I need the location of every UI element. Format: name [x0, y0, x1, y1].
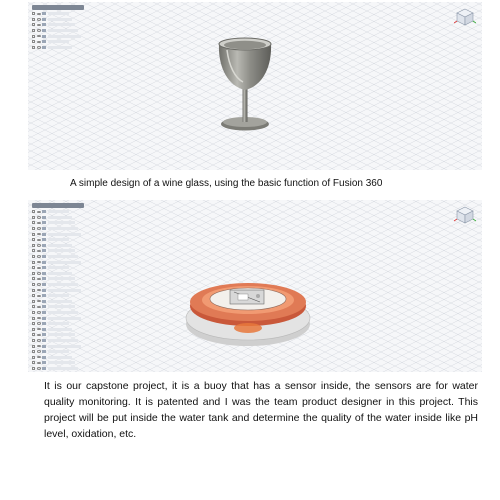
browser-tree-label — [48, 261, 81, 264]
visibility-icon[interactable] — [37, 322, 41, 324]
expand-toggle-icon[interactable] — [32, 210, 35, 213]
visibility-icon[interactable] — [37, 24, 41, 26]
browser-tree-label — [48, 294, 69, 297]
visibility-icon[interactable] — [37, 289, 41, 291]
browser-title — [32, 5, 84, 10]
visibility-icon[interactable] — [37, 261, 41, 263]
visibility-icon[interactable] — [37, 311, 41, 313]
viewcube-icon[interactable] — [454, 6, 476, 28]
wine-glass-model[interactable] — [205, 36, 285, 136]
component-icon — [42, 261, 46, 264]
buoy-model[interactable] — [178, 266, 318, 356]
expand-toggle-icon[interactable] — [32, 333, 35, 336]
caption-buoy: It is our capstone project, it is a buoy that has a sensor inside, the sensors are for water quality monitoring. It is patented and I was the team product designer in this project. This project will be put inside the water tank and determine the quality of the water inside like pH level, oxidation, etc. — [44, 380, 478, 440]
caption-wine-glass: A simple design of a wine glass, using the basic function of Fusion 360 — [70, 178, 383, 189]
component-icon — [42, 333, 46, 336]
browser-tree-row[interactable] — [32, 366, 84, 372]
browser-tree-label — [48, 333, 75, 336]
expand-toggle-icon[interactable] — [32, 277, 35, 280]
expand-toggle-icon[interactable] — [32, 311, 35, 314]
visibility-icon[interactable] — [37, 13, 41, 15]
expand-toggle-icon[interactable] — [32, 294, 35, 297]
browser-tree-label — [48, 283, 78, 286]
component-icon — [42, 356, 46, 359]
browser-tree-label — [48, 221, 75, 224]
component-icon — [42, 317, 46, 320]
expand-toggle-icon[interactable] — [32, 356, 35, 359]
visibility-icon[interactable] — [37, 334, 41, 336]
browser-tree-label — [48, 305, 75, 308]
expand-toggle-icon[interactable] — [32, 23, 35, 26]
browser-tree-label — [48, 311, 78, 314]
component-icon — [42, 40, 46, 43]
expand-toggle-icon[interactable] — [32, 361, 35, 364]
expand-toggle-icon[interactable] — [32, 12, 35, 15]
expand-toggle-icon[interactable] — [32, 261, 35, 264]
browser-tree-label — [48, 40, 69, 43]
component-icon — [42, 345, 46, 348]
browser-tree-row[interactable] — [32, 45, 84, 51]
viewport-buoy[interactable] — [28, 200, 482, 372]
expand-toggle-icon[interactable] — [32, 244, 35, 247]
expand-toggle-icon[interactable] — [32, 29, 35, 32]
browser-tree-label — [48, 244, 72, 247]
visibility-icon[interactable] — [37, 41, 41, 43]
expand-toggle-icon[interactable] — [32, 266, 35, 269]
expand-toggle-icon[interactable] — [32, 283, 35, 286]
visibility-icon[interactable] — [37, 295, 41, 297]
browser-tree-label — [48, 272, 72, 275]
visibility-icon[interactable] — [37, 244, 41, 246]
component-icon — [42, 277, 46, 280]
expand-toggle-icon[interactable] — [32, 322, 35, 325]
component-icon — [42, 29, 46, 32]
browser-tree-label — [48, 328, 72, 331]
visibility-icon[interactable] — [37, 300, 41, 302]
expand-toggle-icon[interactable] — [32, 328, 35, 331]
browser-title — [32, 203, 84, 208]
visibility-icon[interactable] — [37, 216, 41, 218]
expand-toggle-icon[interactable] — [32, 289, 35, 292]
expand-toggle-icon[interactable] — [32, 305, 35, 308]
browser-tree-label — [48, 339, 78, 342]
visibility-icon[interactable] — [37, 250, 41, 252]
browser-tree-label — [48, 35, 81, 38]
visibility-icon[interactable] — [37, 317, 41, 319]
component-icon — [42, 294, 46, 297]
component-icon — [42, 23, 46, 26]
component-icon — [42, 238, 46, 241]
visibility-icon[interactable] — [37, 339, 41, 341]
browser-tree-label — [48, 18, 72, 21]
visibility-icon[interactable] — [37, 227, 41, 229]
expand-toggle-icon[interactable] — [32, 216, 35, 219]
expand-toggle-icon[interactable] — [32, 35, 35, 38]
expand-toggle-icon[interactable] — [32, 350, 35, 353]
visibility-icon[interactable] — [37, 29, 41, 31]
expand-toggle-icon[interactable] — [32, 317, 35, 320]
component-icon — [42, 227, 46, 230]
visibility-icon[interactable] — [37, 233, 41, 235]
component-icon — [42, 233, 46, 236]
browser-tree-label — [48, 29, 78, 32]
expand-toggle-icon[interactable] — [32, 221, 35, 224]
component-icon — [42, 305, 46, 308]
visibility-icon[interactable] — [37, 46, 41, 48]
visibility-icon[interactable] — [37, 18, 41, 20]
visibility-icon[interactable] — [37, 306, 41, 308]
viewcube-icon[interactable] — [454, 204, 476, 226]
browser-tree-label — [48, 356, 72, 359]
component-icon — [42, 12, 46, 15]
component-icon — [42, 216, 46, 219]
browser-tree-label — [48, 216, 72, 219]
component-icon — [42, 361, 46, 364]
visibility-icon[interactable] — [37, 222, 41, 224]
browser-tree-label — [48, 289, 81, 292]
component-icon — [42, 210, 46, 213]
browser-tree-label — [48, 227, 78, 230]
visibility-icon[interactable] — [37, 255, 41, 257]
expand-toggle-icon[interactable] — [32, 249, 35, 252]
visibility-icon[interactable] — [37, 283, 41, 285]
component-icon — [42, 328, 46, 331]
visibility-icon[interactable] — [37, 278, 41, 280]
expand-toggle-icon[interactable] — [32, 339, 35, 342]
expand-toggle-icon[interactable] — [32, 18, 35, 21]
expand-toggle-icon[interactable] — [32, 46, 35, 49]
browser-tree-label — [48, 266, 69, 269]
component-icon — [42, 350, 46, 353]
visibility-icon[interactable] — [37, 367, 41, 369]
component-icon — [42, 249, 46, 252]
visibility-icon[interactable] — [37, 328, 41, 330]
browser-tree — [32, 203, 84, 371]
component-icon — [42, 300, 46, 303]
browser-tree-label — [48, 317, 81, 320]
expand-toggle-icon[interactable] — [32, 300, 35, 303]
browser-tree-label — [48, 12, 69, 15]
visibility-icon[interactable] — [37, 345, 41, 347]
browser-tree-label — [48, 350, 69, 353]
visibility-icon[interactable] — [37, 356, 41, 358]
component-icon — [42, 266, 46, 269]
expand-toggle-icon[interactable] — [32, 255, 35, 258]
component-icon — [42, 35, 46, 38]
expand-toggle-icon[interactable] — [32, 227, 35, 230]
browser-tree-label — [48, 249, 75, 252]
visibility-icon[interactable] — [37, 35, 41, 37]
browser-tree — [32, 5, 84, 50]
browser-tree-label — [48, 210, 69, 213]
component-icon — [42, 322, 46, 325]
expand-toggle-icon[interactable] — [32, 345, 35, 348]
browser-tree-label — [48, 361, 75, 364]
component-icon — [42, 367, 46, 370]
expand-toggle-icon[interactable] — [32, 272, 35, 275]
component-icon — [42, 283, 46, 286]
browser-tree-label — [48, 233, 81, 236]
visibility-icon[interactable] — [37, 362, 41, 364]
component-icon — [42, 339, 46, 342]
component-icon — [42, 221, 46, 224]
browser-tree-label — [48, 367, 78, 370]
expand-toggle-icon[interactable] — [32, 238, 35, 241]
browser-tree-label — [48, 23, 75, 26]
visibility-icon[interactable] — [37, 267, 41, 269]
component-icon — [42, 18, 46, 21]
visibility-icon[interactable] — [37, 350, 41, 352]
expand-toggle-icon[interactable] — [32, 367, 35, 370]
visibility-icon[interactable] — [37, 211, 41, 213]
component-icon — [42, 311, 46, 314]
component-icon — [42, 255, 46, 258]
browser-tree-label — [48, 277, 75, 280]
component-icon — [42, 272, 46, 275]
component-icon — [42, 46, 46, 49]
viewport-wine-glass[interactable] — [28, 2, 482, 170]
browser-tree-label — [48, 322, 69, 325]
visibility-icon[interactable] — [37, 239, 41, 241]
component-icon — [42, 244, 46, 247]
browser-tree-label — [48, 345, 81, 348]
visibility-icon[interactable] — [37, 272, 41, 274]
browser-tree-label — [48, 255, 78, 258]
expand-toggle-icon[interactable] — [32, 40, 35, 43]
component-icon — [42, 289, 46, 292]
expand-toggle-icon[interactable] — [32, 233, 35, 236]
browser-tree-label — [48, 238, 69, 241]
browser-tree-label — [48, 46, 72, 49]
browser-tree-label — [48, 300, 72, 303]
